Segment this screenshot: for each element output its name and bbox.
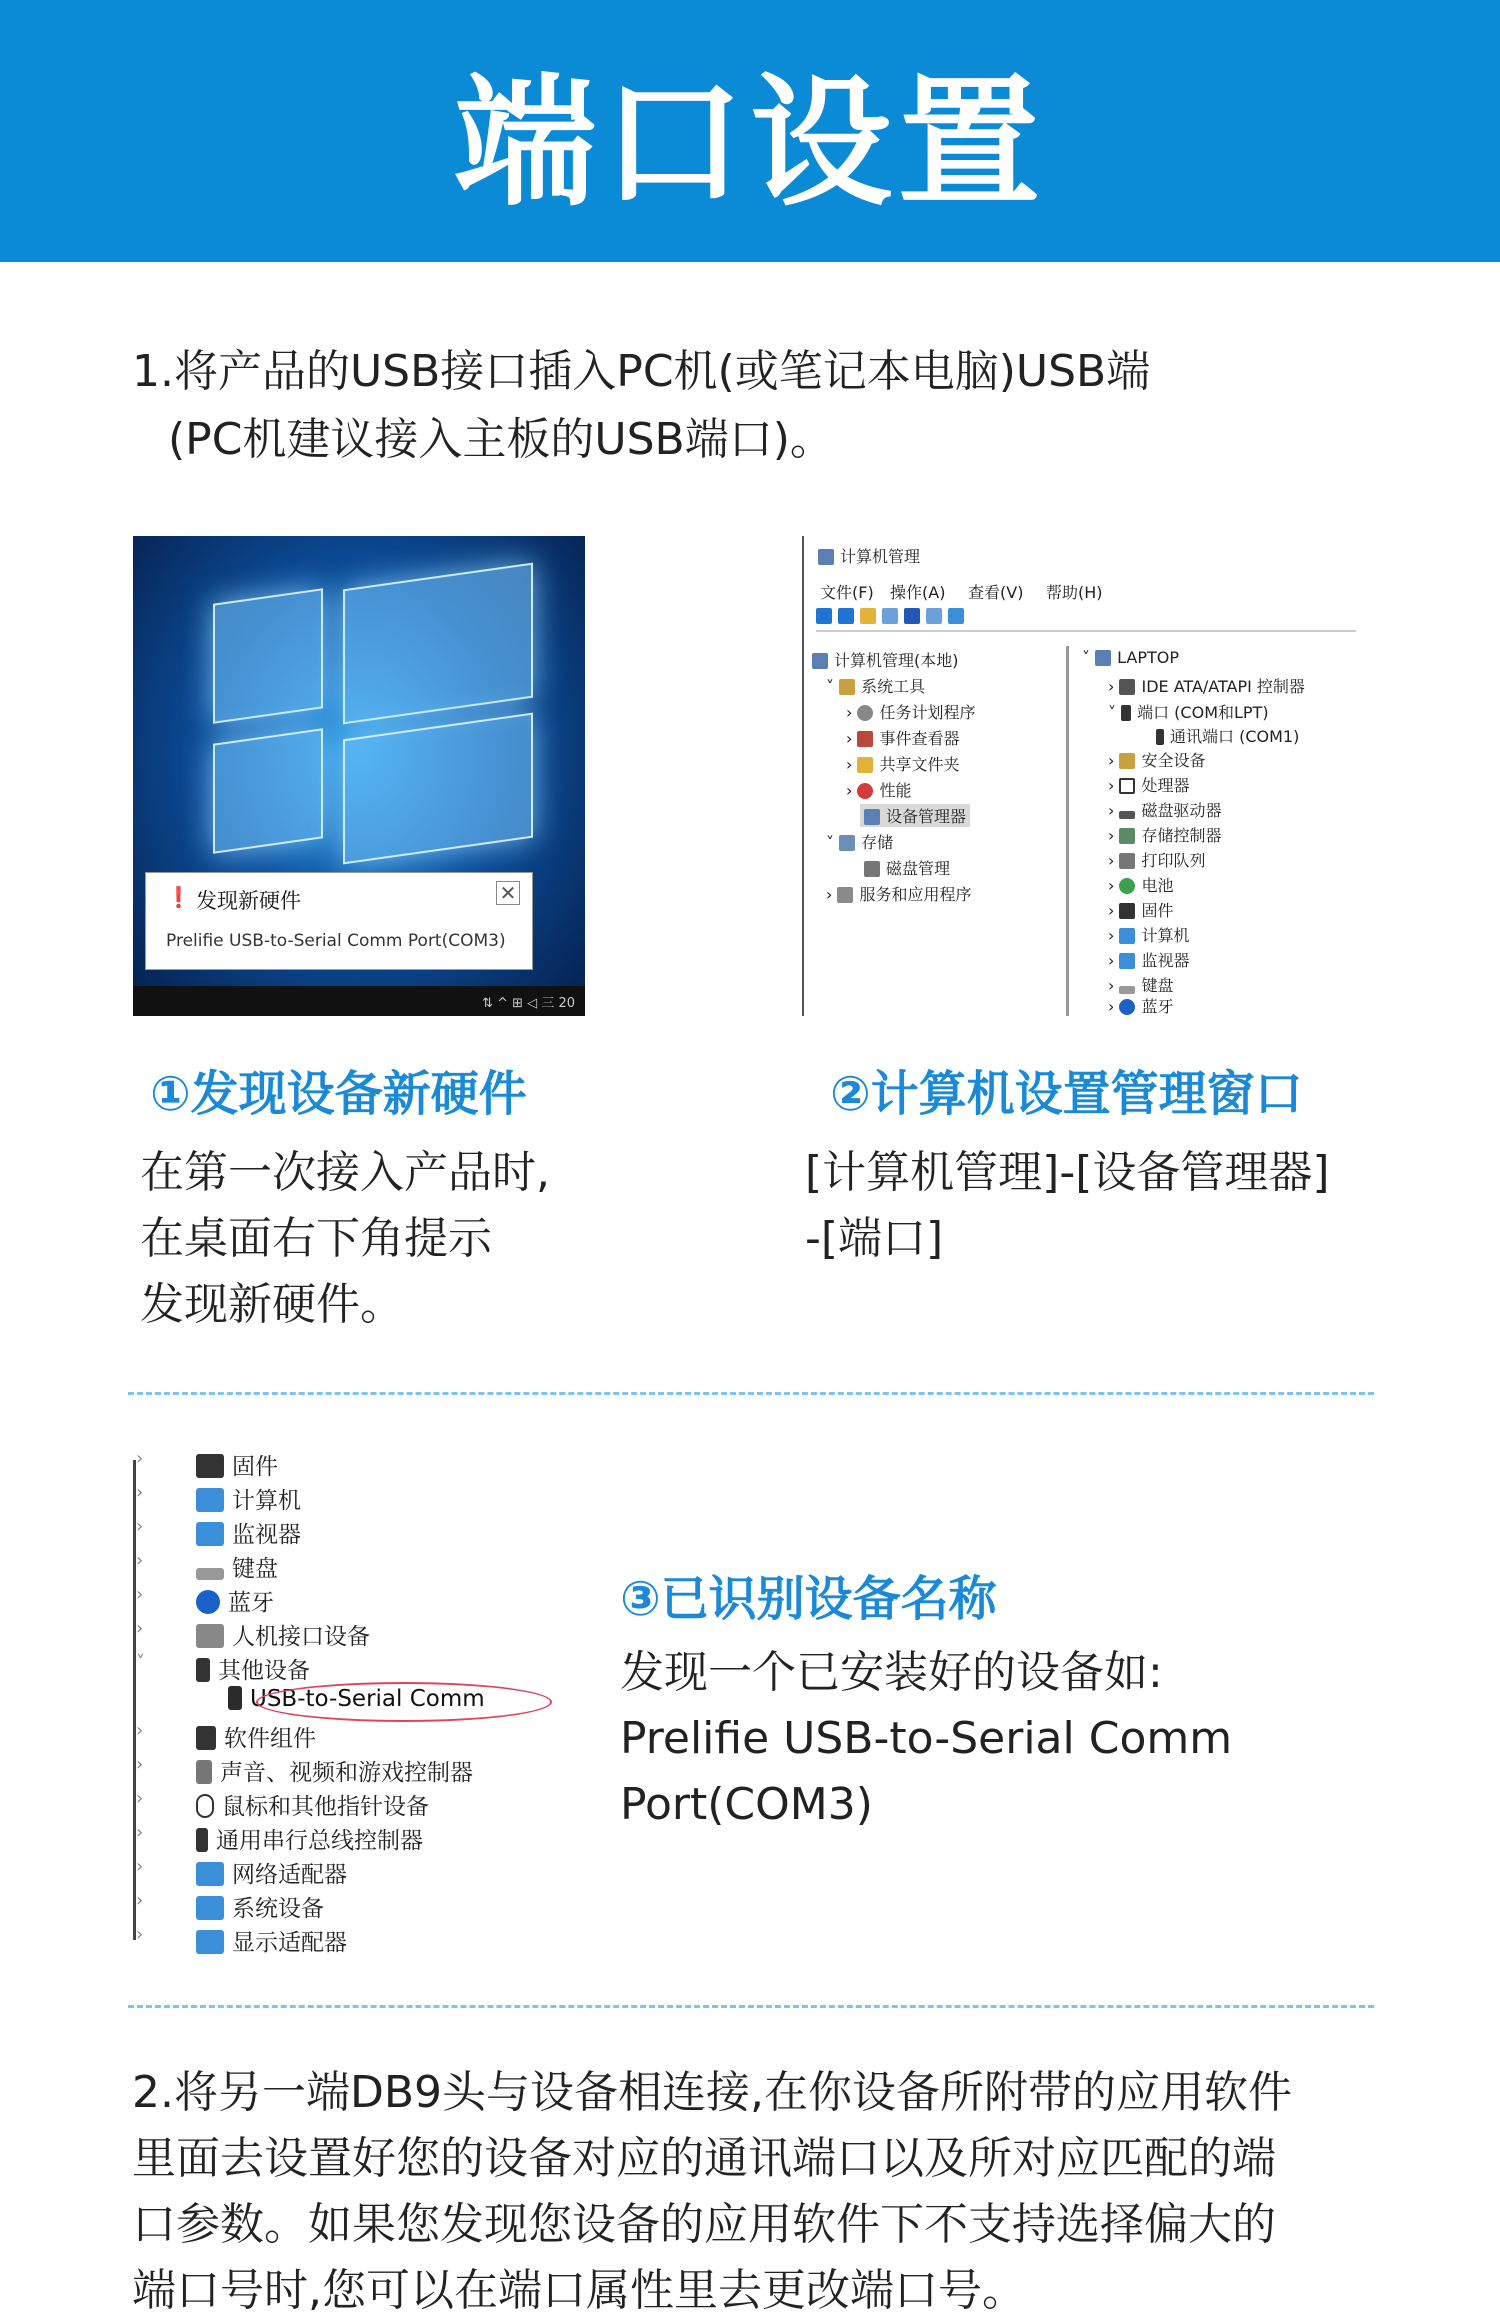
windows-logo-pane [213,588,323,723]
properties-icon[interactable] [882,608,898,624]
caption2-text [805,1140,1330,1272]
view-icon[interactable] [926,608,942,624]
port-icon [1121,705,1131,721]
caption3-line: Port(COM3) [620,1779,873,1830]
step2-line: 里面去设置好您的设备对应的通讯端口以及所对应匹配的端 [132,2133,1276,2184]
info-icon: ❗ [166,885,191,909]
caption3-line: Prelifie USB-to-Serial Comm [620,1713,1233,1764]
dev-disk-drives[interactable]: › 磁盘驱动器 [1108,801,1222,820]
ide-icon [1119,679,1135,695]
caption2-line: [计算机管理]-[设备管理器] [805,1147,1330,1198]
event-icon [857,731,873,747]
taskbar [133,986,585,1016]
other-device-icon [196,1658,210,1682]
dev-security[interactable]: › 安全设备 [1108,751,1206,770]
computer-icon [812,653,828,669]
step2-text [132,2060,1382,2324]
back-arrow-icon[interactable] [816,608,832,624]
divider [128,1392,1374,1395]
help-icon[interactable] [904,608,920,624]
performance-icon [857,783,873,799]
new-hardware-toast[interactable] [145,872,533,970]
step2-line: 2.将另一端DB9头与设备相连接,在你设备所附带的应用软件 [132,2067,1293,2118]
tree-shared-folders[interactable]: › 共享文件夹 [846,755,960,774]
menu-help[interactable]: 帮助(H) [1046,583,1103,602]
windows-logo-pane [343,713,533,865]
monitor-icon [1119,953,1135,969]
dev-item-software[interactable]: › 软件组件 [136,1720,316,1752]
caption2-title: ②计算机设置管理窗口 [830,1066,1303,1122]
dev-item-keyboard[interactable]: › 键盘 [136,1550,278,1582]
dev-firmware[interactable]: › 固件 [1108,901,1174,920]
caption3-line: 发现一个已安装好的设备如: [620,1647,1163,1698]
toolbar [816,606,1356,632]
firmware-icon [196,1454,224,1478]
dev-computer[interactable]: › 计算机 [1108,926,1190,945]
dev-item-network[interactable]: › 网络适配器 [136,1856,347,1888]
clock-icon [857,705,873,721]
caption1-line: 在桌面右下角提示 [140,1213,492,1264]
desktop-screenshot [133,536,585,1016]
battery-icon [1119,878,1135,894]
monitor-icon [196,1522,224,1546]
storage-controller-icon [1119,828,1135,844]
caption3-text [620,1640,1232,1838]
tree-services[interactable]: › 服务和应用程序 [826,885,972,904]
tree-event-viewer[interactable]: › 事件查看器 [846,729,960,748]
dev-item-sound[interactable]: › 声音、视频和游戏控制器 [136,1754,473,1786]
hid-icon [196,1624,224,1648]
computer-icon [818,549,834,565]
computer-management-window [802,536,1368,1016]
tree-device-manager[interactable]: 设备管理器 [860,804,970,827]
menu-file[interactable]: 文件(F) [820,583,874,602]
window-title: 计算机管理 [818,544,920,567]
caption1-line: 发现新硬件。 [140,1279,404,1330]
services-icon [837,887,853,903]
device-manager-icon [864,809,880,825]
disk-icon [1119,811,1135,819]
computer-icon [1095,650,1111,666]
speaker-icon [196,1760,212,1784]
dev-ide[interactable]: › IDE ATA/ATAPI 控制器 [1108,677,1305,696]
menu-view[interactable]: 查看(V) [968,583,1024,602]
caption3-title: ③已识别设备名称 [620,1571,997,1627]
dev-root[interactable]: ˅ LAPTOP [1082,648,1179,667]
step2-line: 端口号时,您可以在端口属性里去更改端口号。 [132,2265,1026,2316]
usb-icon [196,1828,208,1852]
computer-icon [196,1488,224,1512]
windows-logo-pane [343,563,533,725]
dev-item-system[interactable]: › 系统设备 [136,1890,324,1922]
menu-action[interactable]: 操作(A) [890,583,946,602]
dev-battery[interactable]: › 电池 [1108,876,1174,895]
forward-arrow-icon[interactable] [838,608,854,624]
caption1-line: 在第一次接入产品时, [140,1147,550,1198]
computer-icon [1119,928,1135,944]
system-device-icon [196,1896,224,1920]
disk-icon [864,861,880,877]
usb-serial-icon [228,1686,242,1710]
tools-icon [839,679,855,695]
dev-item-usb-controller[interactable]: › 通用串行总线控制器 [136,1822,423,1854]
step2-line: 口参数。如果您发现您设备的应用软件下不支持选择偏大的 [132,2199,1276,2250]
dev-print-queue[interactable]: › 打印队列 [1108,851,1206,870]
dev-item-bluetooth[interactable]: › 蓝牙 [136,1584,274,1616]
dev-com1[interactable]: 通讯端口 (COM1) [1156,724,1299,747]
dev-item-monitor[interactable]: › 监视器 [136,1516,301,1548]
dev-processor[interactable]: › 处理器 [1108,776,1190,795]
tree-storage[interactable]: ˅ 存储 [826,833,894,852]
dev-storage-ctrl[interactable]: › 存储控制器 [1108,826,1222,845]
port-icon [1156,729,1164,745]
dev-item-computer[interactable]: › 计算机 [136,1482,301,1514]
dev-item-display[interactable]: › 显示适配器 [136,1924,347,1956]
dev-item-hid[interactable]: › 人机接口设备 [136,1618,370,1650]
tree-system-tools[interactable]: ˅ 系统工具 [826,677,926,696]
display-adapter-icon [196,1930,224,1954]
keyboard-icon [1119,986,1135,994]
step1-line1: 1.将产品的USB接口插入PC机(或笔记本电脑)USB端 [132,346,1151,397]
tree-performance[interactable]: › 性能 [846,781,912,800]
dev-item-other[interactable]: ˅ 其他设备 [136,1652,310,1684]
bluetooth-icon [1119,999,1135,1015]
tray-icons: ⇅ ^ ⊞ ◁ 三 20 [482,996,575,1011]
dev-item-usb-serial[interactable]: USB-to-Serial Comm [228,1686,485,1712]
device-list-screenshot [133,1448,573,1956]
tree-task-scheduler[interactable]: › 任务计划程序 [846,703,976,722]
highlight-ring [256,1682,552,1722]
folder-icon [857,757,873,773]
keyboard-icon [196,1568,224,1580]
printer-icon [1119,853,1135,869]
close-icon[interactable]: ✕ [496,881,520,905]
bluetooth-icon [196,1590,220,1614]
dev-ports[interactable]: ˅ 端口 (COM和LPT) [1108,703,1269,722]
tree-disk-management[interactable]: 磁盘管理 [864,856,950,879]
dev-bluetooth[interactable]: › 蓝牙 [1108,997,1174,1016]
network-icon [196,1862,224,1886]
caption1-title: ①发现设备新硬件 [150,1066,527,1122]
storage-icon [839,835,855,851]
software-icon [196,1726,216,1750]
windows-logo-pane [213,728,323,853]
monitor-icon[interactable] [948,608,964,624]
dev-monitor[interactable]: › 监视器 [1108,951,1190,970]
security-icon [1119,753,1135,769]
toast-title: 发现新硬件 [196,889,301,913]
step1-line2: (PC机建议接入主板的USB端口)。 [168,414,834,465]
caption2-line: -[端口] [805,1213,944,1264]
toast-body: Prelifie USB-to-Serial Comm Port(COM3) [166,931,506,951]
folder-icon[interactable] [860,608,876,624]
step1-text [132,338,1150,474]
dev-item-mouse[interactable]: › 鼠标和其他指针设备 [136,1788,429,1820]
caption1-text [140,1140,550,1338]
mouse-icon [196,1794,214,1818]
processor-icon [1119,778,1135,794]
firmware-icon [1119,903,1135,919]
header-banner [0,0,1500,262]
page-title: 端口设置 [454,61,1046,226]
dev-keyboard[interactable]: › 键盘 [1108,976,1174,995]
tree-root[interactable]: 计算机管理(本地) [812,648,959,671]
divider [128,2005,1374,2008]
dev-item-firmware[interactable]: › 固件 [136,1448,278,1480]
